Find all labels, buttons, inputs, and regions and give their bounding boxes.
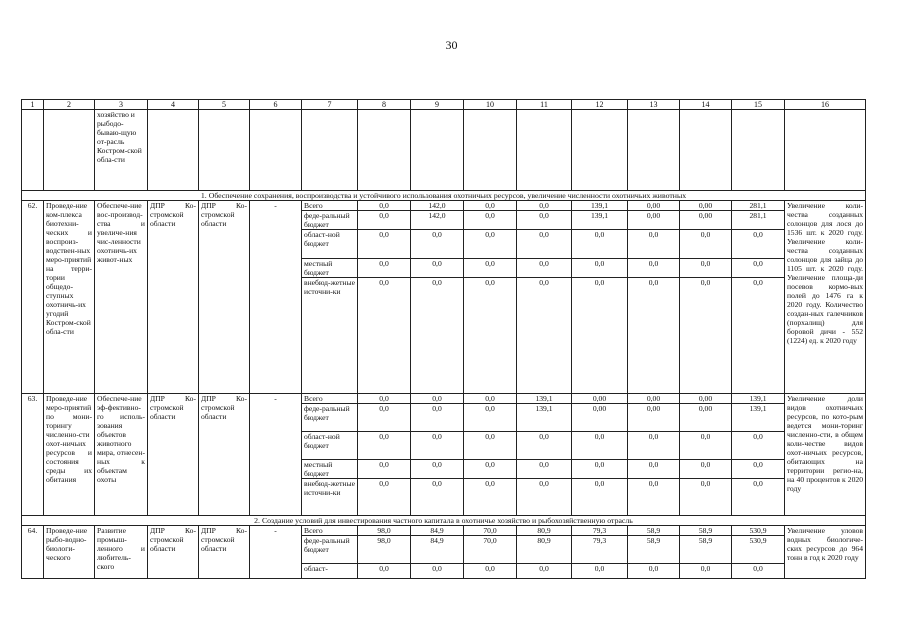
column-number: 5 (199, 100, 250, 110)
measure-name: Проведе-ние ком-плекса биотехни-ческих и воспроиз-водствен-ных меро-приятий на терри-тории общедо-ступных охотничь-их угодий Костром-ской обла-сти (44, 201, 95, 394)
funding-value: 0,0 (628, 564, 680, 579)
funding-value: 0,0 (358, 201, 411, 211)
program-table (21, 99, 866, 579)
funding-value: 0,00 (628, 211, 680, 230)
column-number: 10 (464, 100, 517, 110)
funding-value: 0,0 (572, 259, 628, 278)
funding-source-label: област- (302, 564, 358, 579)
funding-value: 0,0 (411, 230, 464, 259)
funding-value: 0,0 (358, 404, 411, 432)
funding-value: 58,9 (680, 536, 732, 564)
continuation-cell (148, 110, 199, 191)
funding-value: 0,0 (572, 230, 628, 259)
funding-value: 0,0 (517, 432, 572, 460)
column-number: 12 (572, 100, 628, 110)
funding-value: 0,00 (628, 394, 680, 404)
funding-source-label: област-ной бюджет (302, 230, 358, 259)
column-number: 8 (358, 100, 411, 110)
measure-number: 63. (22, 394, 44, 516)
funding-value: 0,0 (572, 432, 628, 460)
funding-value: 0,0 (517, 564, 572, 579)
continuation-cell (464, 110, 517, 191)
funding-value: 142,0 (411, 211, 464, 230)
funding-value: 0,0 (358, 479, 411, 516)
measure-responsible: ДПР Ко-стромской области (199, 394, 250, 516)
funding-value: 0,0 (628, 479, 680, 516)
funding-source-label: област-ной бюджет (302, 432, 358, 460)
funding-value: 0,0 (680, 432, 732, 460)
section-row (22, 191, 866, 201)
funding-source-label: внебюд-жетные источни-ки (302, 278, 358, 394)
measure-col6: - (250, 201, 302, 394)
expected-result: Увеличение коли-чества созданных солонцов для лося до 1536 шт. к 2020 году. Увеличение коли-чества созданных солонцов для зайца до 1105 шт. к 2020 году. Увеличение площа-ди посевов кормо-вых полей до 1476 га к 2020 году. Количество создан-ных галечников (порхалищ) для боровой дичи - 552 (1224) ед. к 2020 году (785, 201, 866, 394)
funding-value: 0,0 (572, 564, 628, 579)
measure-executor: ДПР Ко-стромской области (148, 526, 199, 579)
measure-number: 64. (22, 526, 44, 579)
measure-goal: Обеспече-ние вос-производ-ства и увеличе-ния чис-ленности охотничь-их живот-ных (95, 201, 148, 394)
funding-value: 0,0 (732, 432, 785, 460)
funding-value: 139,1 (517, 394, 572, 404)
funding-value: 0,0 (358, 211, 411, 230)
funding-value: 0,0 (680, 460, 732, 479)
measure-executor: ДПР Ко-стромской области (148, 394, 199, 516)
funding-value: 0,0 (411, 564, 464, 579)
funding-value: 0,00 (628, 201, 680, 211)
measure-goal: Обеспече-ние эф-фективно-го исполь-зования объектов животного мира, отнесен-ных к объектам охоты (95, 394, 148, 516)
continuation-cell (628, 110, 680, 191)
continuation-goal-text: хозяйство и рыбодо-бываю-щую от-расль Костром-ской обла-сти (95, 110, 148, 191)
funding-value: 0,0 (732, 460, 785, 479)
funding-value: 98,0 (358, 536, 411, 564)
funding-source-label: Всего (302, 201, 358, 211)
funding-value: 0,0 (464, 230, 517, 259)
funding-value: 0,00 (680, 394, 732, 404)
funding-value: 0,0 (464, 460, 517, 479)
funding-value: 0,0 (517, 278, 572, 394)
column-number: 6 (250, 100, 302, 110)
funding-value: 0,0 (680, 564, 732, 579)
continuation-cell (302, 110, 358, 191)
funding-value: 0,0 (464, 259, 517, 278)
funding-value: 0,0 (358, 564, 411, 579)
column-number: 7 (302, 100, 358, 110)
header-row (22, 100, 866, 110)
continuation-cell (517, 110, 572, 191)
funding-value: 0,00 (572, 404, 628, 432)
funding-value: 530,9 (732, 526, 785, 536)
funding-value: 79,3 (572, 536, 628, 564)
continuation-cell (199, 110, 250, 191)
source-row (22, 201, 866, 211)
funding-value: 0,0 (628, 230, 680, 259)
funding-source-label: феде-ральный бюджет (302, 211, 358, 230)
funding-value: 0,0 (411, 460, 464, 479)
column-number: 9 (411, 100, 464, 110)
funding-value: 0,00 (680, 201, 732, 211)
funding-value: 98,0 (358, 526, 411, 536)
measure-name: Проведе-ние рыбо-водно-биологи-ческого (44, 526, 95, 579)
funding-value: 58,9 (628, 526, 680, 536)
funding-value: 84,9 (411, 536, 464, 564)
funding-source-label: местный бюджет (302, 460, 358, 479)
column-number: 3 (95, 100, 148, 110)
section-title: 2. Создание условий для инвестирования частного капитала в охотничье хозяйство и рыбохозяйственную отрасль (22, 516, 866, 526)
funding-value: 0,0 (572, 460, 628, 479)
funding-value: 0,0 (628, 278, 680, 394)
measure-name: Проведе-ние меро-приятий по мони-торингу численно-сти охот-ничьих ресурсов и состояния среды их обитания (44, 394, 95, 516)
funding-value: 0,0 (517, 230, 572, 259)
measure-responsible: ДПР Ко-стромской области (199, 526, 250, 579)
funding-value: 0,0 (732, 259, 785, 278)
measure-col6: - (250, 526, 302, 579)
column-number: 4 (148, 100, 199, 110)
funding-value: 0,0 (464, 404, 517, 432)
funding-value: 0,0 (517, 479, 572, 516)
funding-value: 0,0 (411, 278, 464, 394)
continuation-cell (411, 110, 464, 191)
measure-goal: Развитие промыш-ленного и любитель-ского (95, 526, 148, 579)
continuation-cell (44, 110, 95, 191)
column-number: 2 (44, 100, 95, 110)
funding-value: 0,0 (464, 211, 517, 230)
page-number: 30 (445, 38, 458, 52)
funding-value: 0,0 (464, 278, 517, 394)
continuation-cell (680, 110, 732, 191)
funding-value: 0,0 (411, 479, 464, 516)
funding-value: 281,1 (732, 211, 785, 230)
funding-value: 0,0 (572, 479, 628, 516)
funding-value: 0,00 (680, 211, 732, 230)
continuation-row (22, 110, 866, 191)
funding-value: 0,0 (628, 460, 680, 479)
funding-value: 0,0 (680, 278, 732, 394)
measure-number: 62. (22, 201, 44, 394)
funding-value: 0,0 (464, 201, 517, 211)
funding-value: 0,0 (517, 201, 572, 211)
funding-value: 58,9 (628, 536, 680, 564)
funding-value: 142,0 (411, 201, 464, 211)
funding-value: 0,0 (358, 432, 411, 460)
continuation-cell (732, 110, 785, 191)
funding-value: 0,0 (358, 259, 411, 278)
continuation-cell (250, 110, 302, 191)
funding-value: 0,0 (358, 230, 411, 259)
funding-source-label: Всего (302, 394, 358, 404)
funding-value: 0,0 (572, 278, 628, 394)
funding-source-label: Всего (302, 526, 358, 536)
funding-source-label: местный бюджет (302, 259, 358, 278)
section-row (22, 516, 866, 526)
source-row (22, 526, 866, 536)
funding-value: 0,0 (464, 564, 517, 579)
funding-source-label: феде-ральный бюджет (302, 404, 358, 432)
funding-value: 0,0 (358, 460, 411, 479)
funding-value: 58,9 (680, 526, 732, 536)
funding-value: 0,00 (628, 404, 680, 432)
funding-value: 139,1 (572, 211, 628, 230)
funding-value: 0,0 (464, 394, 517, 404)
funding-value: 0,0 (732, 479, 785, 516)
funding-value: 0,0 (358, 278, 411, 394)
expected-result: Увеличение уловов водных биологиче-ских ресурсов до 964 тонн в год к 2020 году (785, 526, 866, 579)
continuation-cell (572, 110, 628, 191)
funding-source-label: феде-ральный бюджет (302, 536, 358, 564)
column-number: 1 (22, 100, 44, 110)
section-title: 1. Обеспечение сохранения, воспроизводства и устойчивого использования охотничьих ресурсов, увеличение численности охотничьих животных (22, 191, 866, 201)
funding-value: 0,0 (680, 259, 732, 278)
funding-value: 0,0 (464, 432, 517, 460)
column-number: 11 (517, 100, 572, 110)
funding-value: 80,9 (517, 536, 572, 564)
funding-value: 0,0 (411, 432, 464, 460)
source-row (22, 394, 866, 404)
funding-value: 0,0 (680, 230, 732, 259)
continuation-cell (22, 110, 44, 191)
funding-value: 0,0 (517, 259, 572, 278)
funding-value: 0,0 (411, 259, 464, 278)
funding-value: 0,0 (517, 211, 572, 230)
continuation-cell (785, 110, 866, 191)
funding-value: 0,0 (411, 404, 464, 432)
funding-value: 0,0 (628, 432, 680, 460)
expected-result: Увеличение доли видов охотничьих ресурсов, по кото-рым ведется мони-торинг численно-сти, в общем коли-честве видов охот-ничьих ресурсов, обитающих на территории регио-на, на 40 процентов к 2020 году (785, 394, 866, 516)
funding-value: 281,1 (732, 201, 785, 211)
funding-value: 0,0 (680, 479, 732, 516)
funding-value: 0,0 (517, 460, 572, 479)
funding-value: 0,0 (732, 230, 785, 259)
funding-value: 0,00 (680, 404, 732, 432)
column-number: 13 (628, 100, 680, 110)
measure-executor: ДПР Ко-стромской области (148, 201, 199, 394)
funding-value: 0,0 (411, 394, 464, 404)
funding-value: 0,0 (358, 394, 411, 404)
continuation-cell (358, 110, 411, 191)
funding-value: 139,1 (732, 404, 785, 432)
measure-col6: - (250, 394, 302, 516)
funding-source-label: внебюд-жетные источни-ки (302, 479, 358, 516)
funding-value: 139,1 (572, 201, 628, 211)
funding-value: 70,0 (464, 526, 517, 536)
funding-value: 139,1 (517, 404, 572, 432)
column-number: 15 (732, 100, 785, 110)
funding-value: 0,00 (572, 394, 628, 404)
funding-value: 70,0 (464, 536, 517, 564)
funding-value: 0,0 (464, 479, 517, 516)
funding-value: 139,1 (732, 394, 785, 404)
column-number: 16 (785, 100, 866, 110)
funding-value: 80,9 (517, 526, 572, 536)
measure-responsible: ДПР Ко-стромской области (199, 201, 250, 394)
funding-value: 84,9 (411, 526, 464, 536)
funding-value: 0,0 (628, 259, 680, 278)
funding-value: 0,0 (732, 564, 785, 579)
funding-value: 0,0 (732, 278, 785, 394)
funding-value: 79,3 (572, 526, 628, 536)
column-number: 14 (680, 100, 732, 110)
funding-value: 530,9 (732, 536, 785, 564)
